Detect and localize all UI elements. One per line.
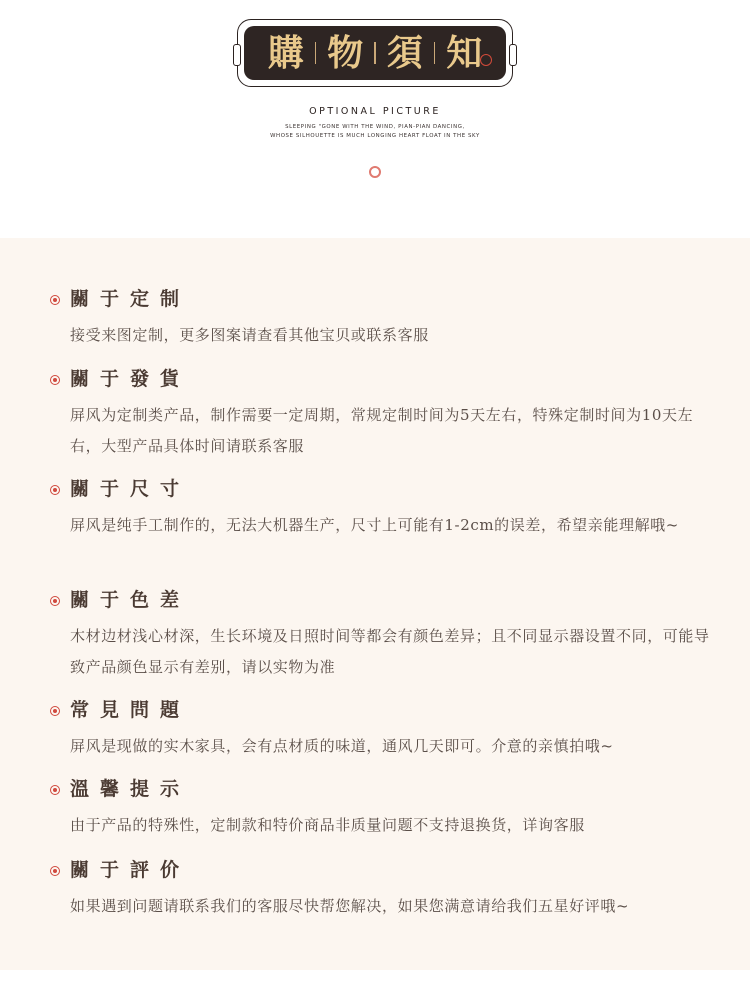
tagline-line-2: WHOSE SILHOUETTE IS MUCH LONGING HEART FLOAT IN THE SKY — [270, 133, 480, 139]
header — [0, 0, 750, 238]
info-panel — [0, 238, 750, 970]
banner-char: 購 — [267, 32, 304, 74]
ring-ornament-icon — [369, 166, 381, 178]
bullet-icon — [50, 785, 60, 795]
section-body: 屏风为定制类产品，制作需要一定周期，常规定制时间为5天左右，特殊定制时间为10天左右，大型产品具体时间请联系客服 — [70, 406, 694, 455]
section-header — [48, 857, 718, 887]
section-header — [48, 366, 718, 396]
section-title: 關于定制 — [70, 288, 191, 310]
bullet-icon — [50, 295, 60, 305]
subtitle: OPTIONAL PICTURE — [309, 106, 441, 117]
bullet-icon — [50, 375, 60, 385]
section-body: 屏风是现做的实木家具，会有点材质的味道，通风几天即可。介意的亲慎拍哦~ — [70, 737, 614, 755]
footer-spacer — [0, 970, 750, 1002]
section-faq — [48, 697, 718, 762]
banner-divider — [434, 42, 436, 64]
section-shipping — [48, 366, 718, 462]
section-header — [48, 587, 718, 617]
bullet-icon — [50, 596, 60, 606]
section-custom — [48, 286, 718, 351]
tagline-line-1: SLEEPING "GONE WITH THE WIND, PIAN-PIAN DANCING, — [285, 124, 465, 130]
section-body: 屏风是纯手工制作的，无法大机器生产，尺寸上可能有1-2cm的误差，希望亲能理解哦~ — [70, 516, 679, 534]
section-title: 溫馨提示 — [70, 778, 191, 800]
section-title: 關于色差 — [70, 589, 191, 611]
title-banner — [237, 19, 513, 87]
bullet-icon — [50, 706, 60, 716]
section-title: 關于發貨 — [70, 368, 191, 390]
banner-char: 知 — [446, 32, 483, 74]
title-banner-plaque — [244, 26, 506, 80]
seal-dot-icon — [480, 54, 492, 66]
banner-divider — [315, 42, 317, 64]
section-header — [48, 697, 718, 727]
section-title: 關于評价 — [70, 859, 191, 881]
section-header — [48, 776, 718, 806]
section-body: 如果遇到问题请联系我们的客服尽快帮您解决，如果您满意请给我们五星好评哦~ — [70, 897, 630, 915]
banner-char: 須 — [386, 32, 423, 74]
banner-divider — [374, 42, 376, 64]
section-header — [48, 476, 718, 506]
section-review — [48, 857, 718, 922]
section-notice — [48, 776, 718, 841]
section-title: 關于尺寸 — [70, 478, 191, 500]
bullet-icon — [50, 866, 60, 876]
section-title: 常見問題 — [70, 699, 191, 721]
section-color — [48, 587, 718, 683]
section-body: 由于产品的特殊性，定制款和特价商品非质量问题不支持退换货，详询客服 — [70, 816, 585, 834]
section-body: 接受来图定制，更多图案请查看其他宝贝或联系客服 — [70, 326, 429, 344]
section-size — [48, 476, 718, 541]
section-body: 木材边材浅心材深，生长环境及日照时间等都会有颜色差异；且不同显示器设置不同，可能导致产品颜色显示有差别，请以实物为准 — [70, 627, 710, 676]
section-header — [48, 286, 718, 316]
banner-char: 物 — [327, 32, 364, 74]
bullet-icon — [50, 485, 60, 495]
